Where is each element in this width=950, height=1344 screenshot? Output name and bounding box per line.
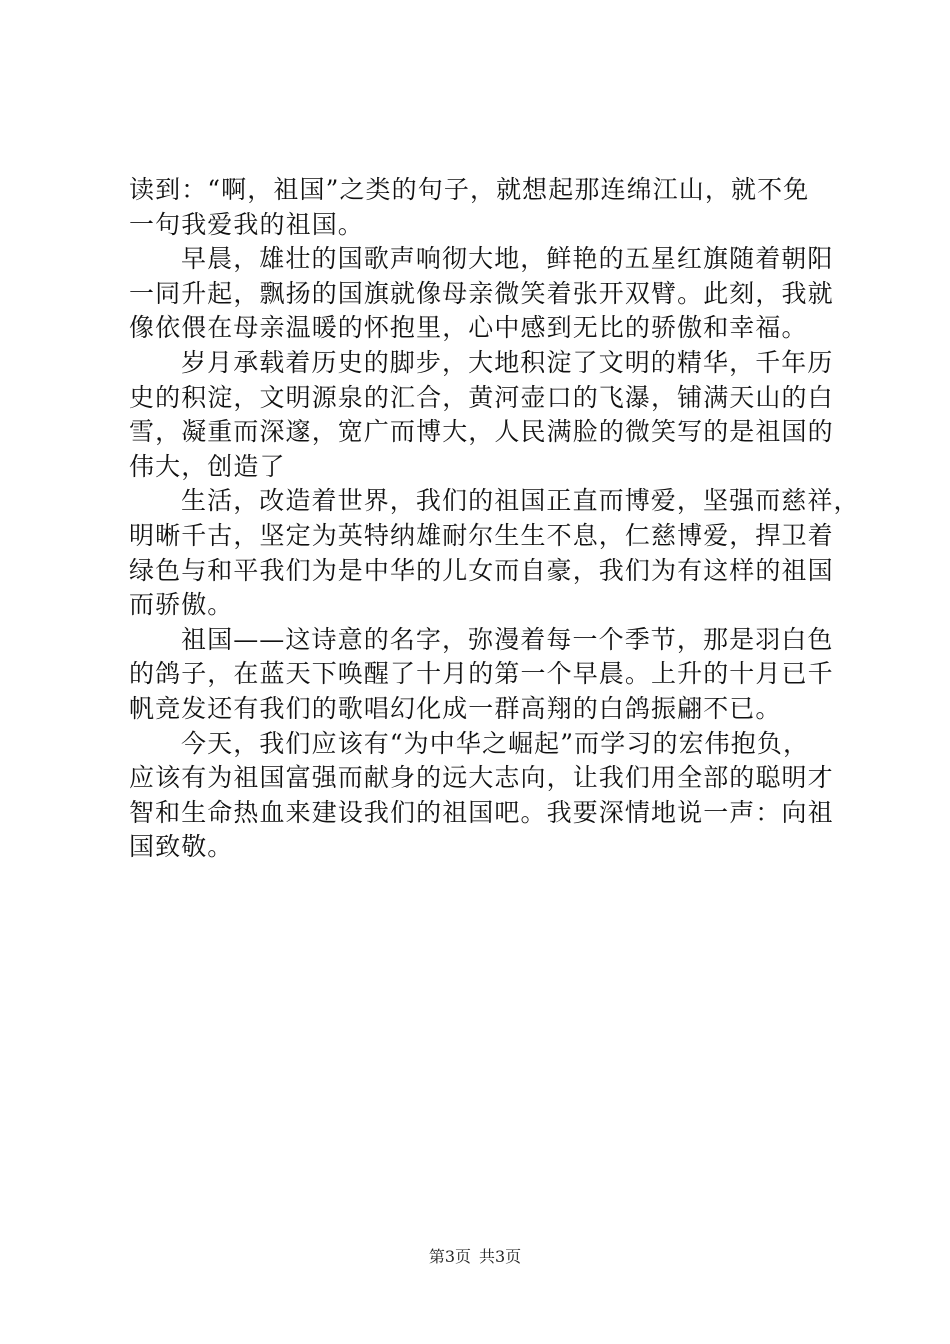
text-line: 而骄傲。 [129,590,234,620]
text-line: 一句我爱我的祖国。 [129,209,364,239]
paragraph-first-line: 生活，改造着世界，我们的祖国正直而博爱，坚强而慈祥， [181,486,860,516]
text-line: 像依偎在母亲温暖的怀抱里，心中感到无比的骄傲和幸福。 [129,313,808,343]
text-line: 绿色与和平我们为是中华的儿女而自豪，我们为有这样的祖国 [129,555,834,585]
text-line: 雪，凝重而深邃，宽广而博大，人民满脸的微笑写的是祖国的 [129,417,834,447]
page-total: 共3页 [479,1247,522,1266]
text-line: 一同升起，飘扬的国旗就像母亲微笑着张开双臂。此刻，我就 [129,278,834,308]
paragraph-first-line: 早晨，雄壮的国歌声响彻大地，鲜艳的五星红旗随着朝阳 [181,244,834,274]
text-line: 明晰千古，坚定为英特纳雄耐尔生生不息，仁慈博爱，捍卫着 [129,520,834,550]
text-line: 伟大，创造了 [129,451,286,481]
page-footer [0,1244,950,1267]
paragraph-first-line: 祖国——这诗意的名字，弥漫着每一个季节，那是羽白色 [181,624,834,654]
paragraph-first-line: 今天，我们应该有“为中华之崛起”而学习的宏伟抱负， [181,728,810,758]
page-number: 第3页 [428,1247,471,1266]
text-line: 智和生命热血来建设我们的祖国吧。我要深情地说一声：向祖 [129,797,834,827]
document-body [129,173,860,865]
text-line: 国致敬。 [129,832,234,862]
paragraph-first-line: 岁月承载着历史的脚步，大地积淀了文明的精华，千年历 [181,347,834,377]
text-line: 史的积淀，文明源泉的汇合，黄河壶口的飞瀑，铺满天山的白 [129,382,834,412]
text-line: 帆竞发还有我们的歌唱幻化成一群高翔的白鸽振翩不已。 [129,693,782,723]
text-line: 读到：“啊，祖国”之类的句子，就想起那连绵江山，就不免 [129,175,810,204]
text-line: 的鸽子，在蓝天下唤醒了十月的第一个早晨。上升的十月已千 [129,659,834,689]
text-line: 应该有为祖国富强而献身的远大志向，让我们用全部的聪明才 [129,763,834,793]
